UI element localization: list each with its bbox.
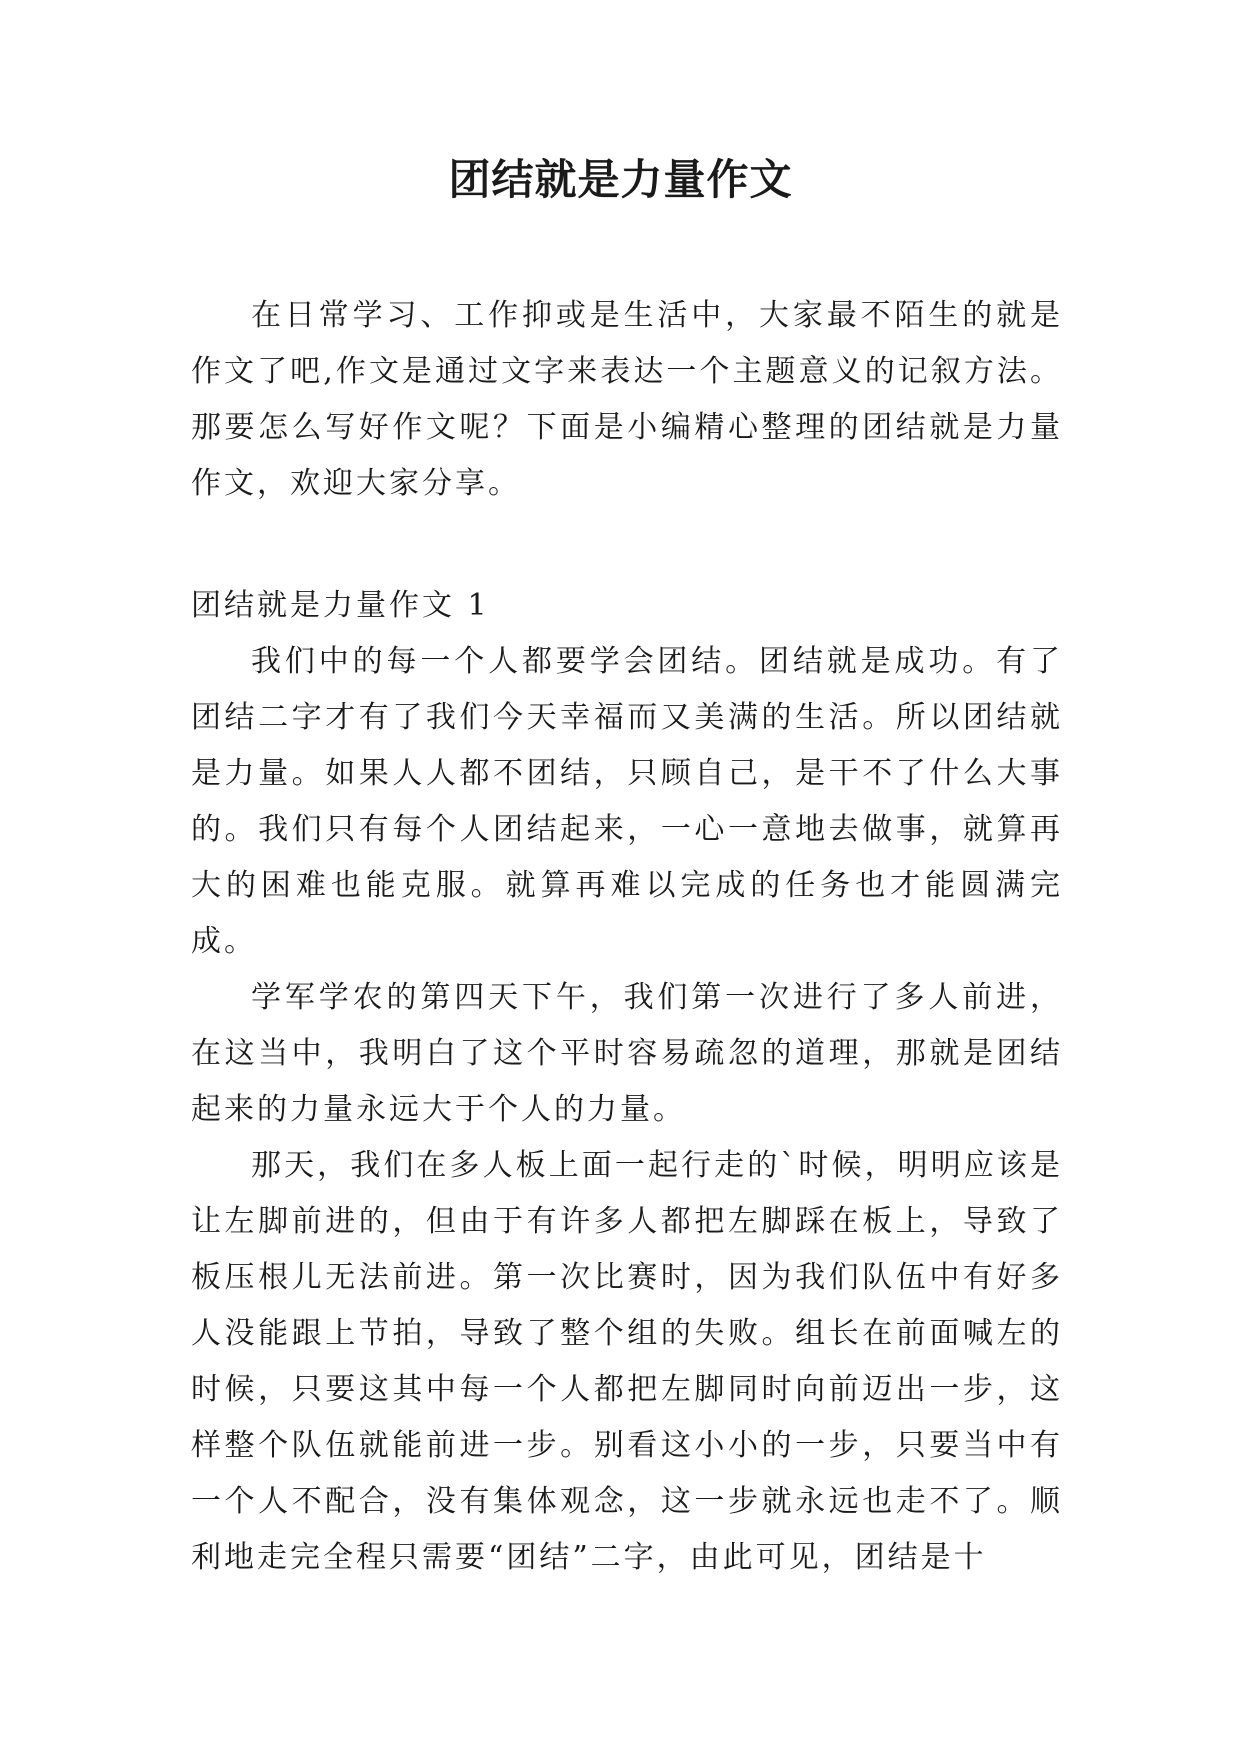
body-paragraph: 我们中的每一个人都要学会团结。团结就是成功。有了团结二字才有了我们今天幸福而又美满的生活。所以团结就是力量。如果人人都不团结，只顾自己，是干不了什么大事的。我们只有每个人团结起来，一心一意地去做事，就算再大的困难也能克服。就算再难以完成的任务也才能圆满完成。 [191, 644, 1063, 959]
section-body [191, 634, 1063, 1586]
intro-block [191, 288, 1063, 512]
body-paragraph: 学军学农的第四天下午，我们第一次进行了多人前进，在这当中，我明白了这个平时容易疏忽的道理，那就是团结起来的力量永远大于个人的力量。 [191, 980, 1063, 1127]
body-paragraph: 那天，我们在多人板上面一起行走的`时候，明明应该是让左脚前进的，但由于有许多人都把左脚踩在板上，导致了板压根儿无法前进。第一次比赛时，因为我们队伍中有好多人没能跟上节拍，导致了整个组的失败。组长在前面喊左的时候，只要这其中每一个人都把左脚同时向前迈出一步，这样整个队伍就能前进一步。别看这小小的一步，只要当中有一个人不配合，没有集体观念，这一步就永远也走不了。顺利地走完全程只需要“团结”二字，由此可见，团结是十 [191, 1148, 1063, 1575]
intro-paragraph: 在日常学习、工作抑或是生活中，大家最不陌生的就是作文了吧,作文是通过文字来表达一个主题意义的记叙方法。那要怎么写好作文呢？下面是小编精心整理的团结就是力量作文，欢迎大家分享。 [191, 298, 1063, 501]
section-heading: 团结就是力量作文 1 [191, 588, 490, 623]
document-title: 团结就是力量作文 [448, 155, 793, 204]
